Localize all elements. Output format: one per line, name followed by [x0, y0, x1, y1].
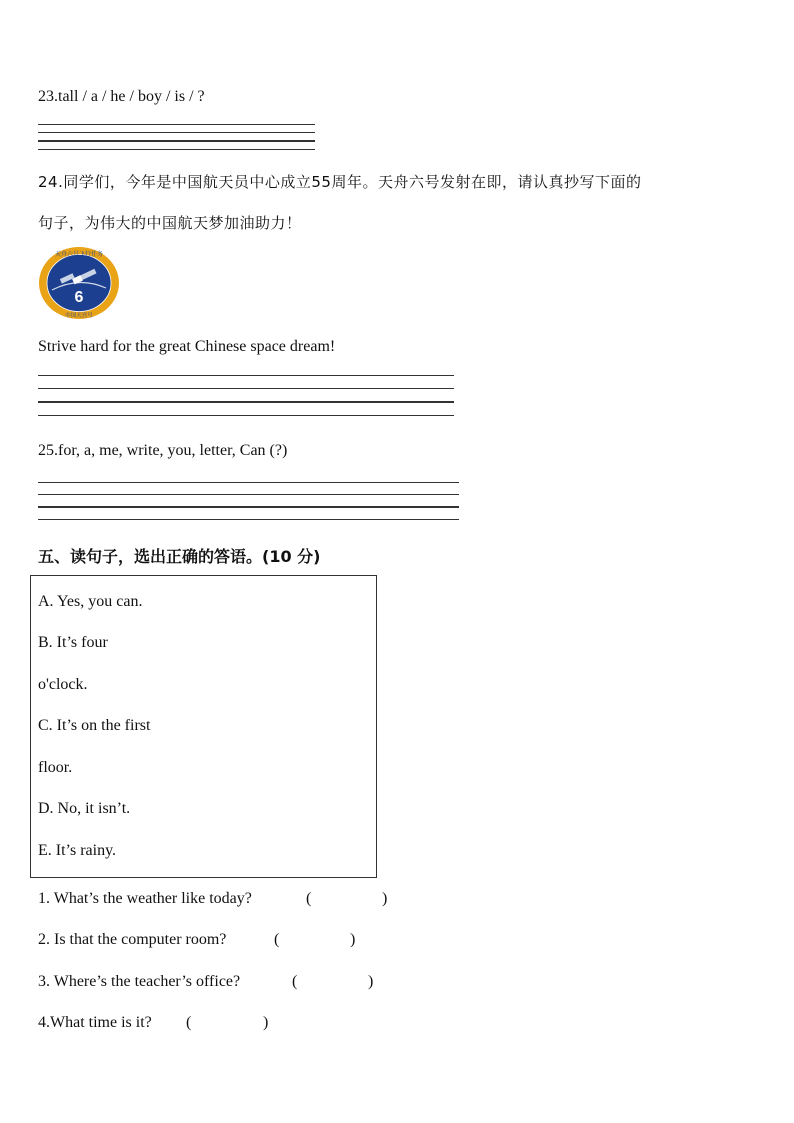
question-23	[38, 88, 205, 106]
question-2-text: 2. Is that the computer room?	[38, 931, 227, 948]
option-b: B. It’s four	[38, 634, 108, 651]
question-25	[38, 442, 287, 460]
question-1-text: 1. What’s the weather like today?	[38, 890, 252, 907]
question-24-sentence: Strive hard for the great Chinese space dream!	[38, 338, 336, 355]
question-2	[38, 931, 226, 949]
option-c: C. It’s on the first	[38, 717, 151, 734]
question-3-answer-blank[interactable]	[302, 971, 366, 993]
question-4	[38, 1014, 152, 1032]
question-1-answer-open: (	[306, 890, 312, 907]
option-c-continued: floor.	[38, 759, 73, 776]
question-2-answer-close: )	[350, 931, 356, 948]
badge-number: 6	[74, 289, 84, 306]
question-4-answer-blank[interactable]	[196, 1012, 260, 1034]
question-3-answer-open: (	[292, 973, 298, 990]
question-3-text: 3. Where’s the teacher’s office?	[38, 973, 241, 990]
question-2-answer-open: (	[274, 931, 280, 948]
badge-text-top: 天舟六号飞行任务	[54, 251, 104, 258]
question-24-instruction: 同学们，今年是中国航天员中心成立55周年。天舟六号发射在即，请认真抄写下面的	[63, 173, 642, 191]
question-1	[38, 890, 252, 908]
option-b-continued: o'clock.	[38, 676, 88, 693]
option-a: A. Yes, you can.	[38, 593, 143, 610]
question-23-writing-lines[interactable]	[38, 124, 315, 150]
question-24-number: 24.	[38, 173, 64, 191]
question-2-answer-blank[interactable]	[284, 929, 348, 951]
question-1-answer-blank[interactable]	[316, 888, 380, 910]
question-3	[38, 973, 240, 991]
question-25-number: 25.	[38, 442, 58, 459]
question-25-writing-lines[interactable]	[38, 482, 459, 520]
question-25-text: for, a, me, write, you, letter, Can (?)	[58, 442, 288, 459]
tianzhou-badge-icon	[38, 246, 120, 320]
question-1-answer-close: )	[382, 890, 388, 907]
option-d: D. No, it isn’t.	[38, 800, 131, 817]
question-3-answer-close: )	[368, 973, 374, 990]
question-4-text: 4.What time is it?	[38, 1014, 152, 1031]
question-4-answer-open: (	[186, 1014, 192, 1031]
badge-text-bottom: 中国天宫号	[65, 313, 93, 319]
question-24-line2: 句子，为伟大的中国航天梦加油助力！	[38, 214, 302, 232]
question-4-answer-close: )	[263, 1014, 269, 1031]
question-24-writing-lines[interactable]	[38, 375, 454, 416]
question-23-number: 23.	[38, 88, 58, 105]
question-23-text: tall / a / he / boy / is / ?	[58, 88, 205, 105]
mission-badge-image	[38, 246, 120, 320]
question-24-line1	[38, 171, 641, 192]
section-5-title: 五、读句子，选出正确的答语。(10 分)	[38, 547, 321, 566]
option-e: E. It’s rainy.	[38, 842, 117, 859]
